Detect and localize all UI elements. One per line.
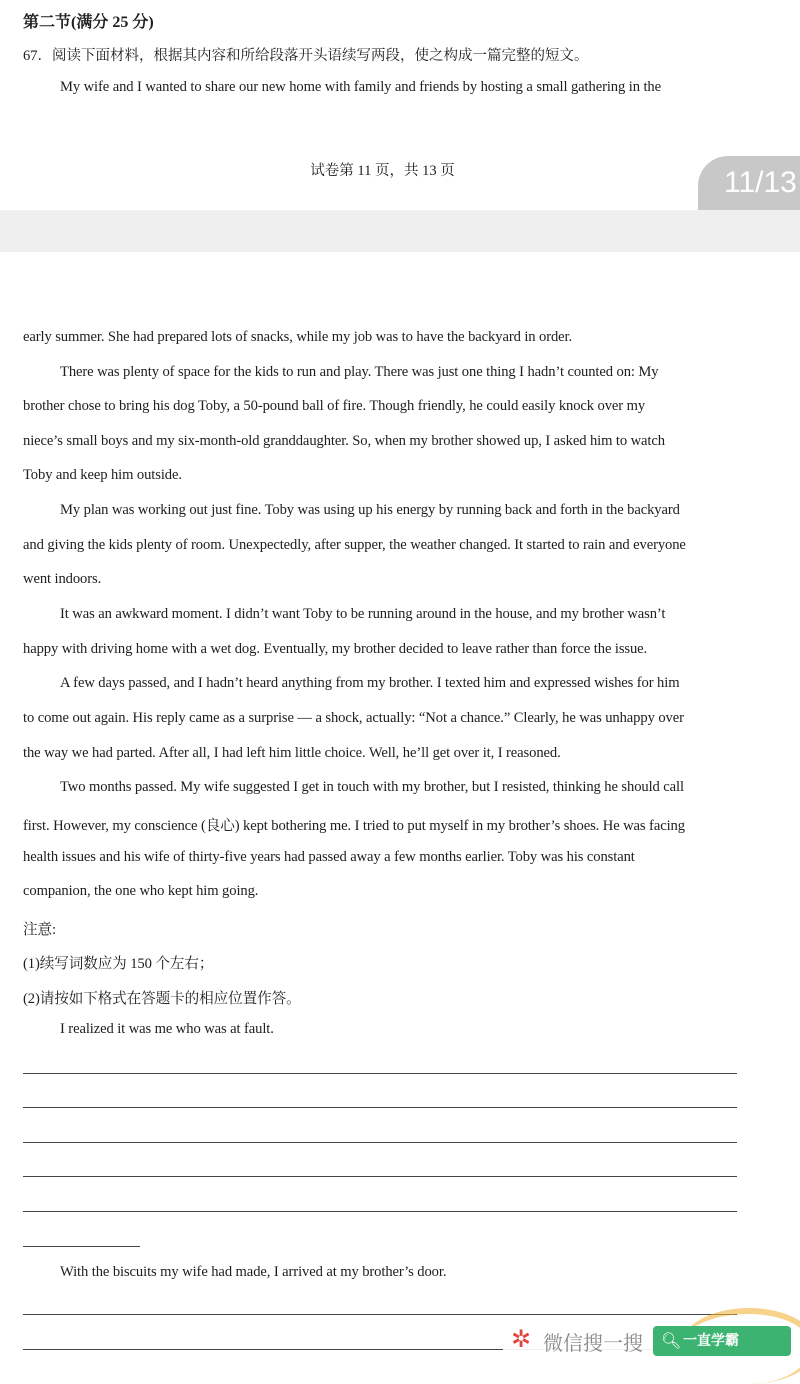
notes-label: 注意: bbox=[23, 922, 56, 938]
continuation-prompt-2: With the biscuits my wife had made, I arrived at my brother’s door. bbox=[60, 1264, 447, 1280]
answer-line-short bbox=[23, 1246, 140, 1247]
passage-line: first. However, my conscience (良心) kept bothering me. I tried to put myself in my brother’s shoes. He was facing bbox=[23, 818, 685, 834]
watermark-search-button[interactable] bbox=[653, 1326, 791, 1356]
page-break-gap bbox=[0, 210, 800, 252]
answer-line bbox=[23, 1142, 737, 1143]
passage-line: the way we had parted. After all, I had left him little choice. Well, he’ll get over it, I reasoned. bbox=[23, 745, 561, 761]
answer-line bbox=[23, 1314, 737, 1315]
passage-line: A few days passed, and I hadn’t heard anything from my brother. I texted him and expressed wishes for him bbox=[60, 675, 680, 691]
notes-item-format: (2)请按如下格式在答题卡的相应位置作答。 bbox=[23, 991, 301, 1007]
wechat-search-icon: ✲ bbox=[511, 1325, 532, 1353]
passage-line-intro: My wife and I wanted to share our new home with family and friends by hosting a small gathering in the bbox=[60, 79, 661, 95]
page-indicator-badge: 11/13 bbox=[698, 156, 800, 210]
passage-line: health issues and his wife of thirty-five years had passed away a few months earlier. Toby was his constant bbox=[23, 849, 635, 865]
page-footer: 试卷第 11 页，共 13 页 bbox=[310, 163, 455, 179]
passage-line: happy with driving home with a wet dog. Eventually, my brother decided to leave rather than force the issue. bbox=[23, 641, 648, 657]
passage-line: There was plenty of space for the kids to run and play. There was just one thing I hadn’t counted on: My bbox=[60, 364, 659, 380]
passage-line: Toby and keep him outside. bbox=[23, 467, 182, 483]
passage-line: to come out again. His reply came as a surprise — a shock, actually: “Not a chance.” Clearly, he was unhappy over bbox=[23, 710, 684, 726]
answer-line bbox=[23, 1211, 737, 1212]
passage-line: niece’s small boys and my six-month-old granddaughter. So, when my brother showed up, I asked him to watch bbox=[23, 433, 665, 449]
passage-line: My plan was working out just fine. Toby was using up his energy by running back and forth in the backyard bbox=[60, 502, 680, 518]
passage-line: companion, the one who kept him going. bbox=[23, 883, 259, 899]
answer-line bbox=[23, 1107, 737, 1108]
question-instruction: 67．阅读下面材料，根据其内容和所给段落开头语续写两段，使之构成一篇完整的短文。 bbox=[23, 48, 589, 64]
passage-line: brother chose to bring his dog Toby, a 50-pound ball of fire. Though friendly, he could easily knock over my bbox=[23, 398, 646, 414]
passage-line: It was an awkward moment. I didn’t want Toby to be running around in the house, and my brother wasn’t bbox=[60, 606, 666, 622]
answer-line bbox=[23, 1176, 737, 1177]
passage-line: and giving the kids plenty of room. Unexpectedly, after supper, the weather changed. It started to rain and everyone bbox=[23, 537, 686, 553]
watermark-text: 微信搜一搜 bbox=[543, 1331, 643, 1355]
magnifier-icon: 🔍︎ bbox=[661, 1331, 682, 1350]
passage-line: Two months passed. My wife suggested I get in touch with my brother, but I resisted, thinking he should call bbox=[60, 779, 684, 795]
passage-line: went indoors. bbox=[23, 571, 102, 587]
wechat-search-watermark bbox=[503, 1316, 800, 1365]
watermark-button-label: 一直学霸 bbox=[683, 1333, 739, 1349]
passage-line: early summer. She had prepared lots of snacks, while my job was to have the backyard in order. bbox=[23, 329, 573, 345]
notes-item-word-count: (1)续写词数应为 150 个左右； bbox=[23, 956, 214, 972]
section-title: 第二节(满分 25 分) bbox=[23, 14, 154, 31]
answer-line bbox=[23, 1073, 737, 1074]
continuation-prompt-1: I realized it was me who was at fault. bbox=[60, 1021, 274, 1037]
